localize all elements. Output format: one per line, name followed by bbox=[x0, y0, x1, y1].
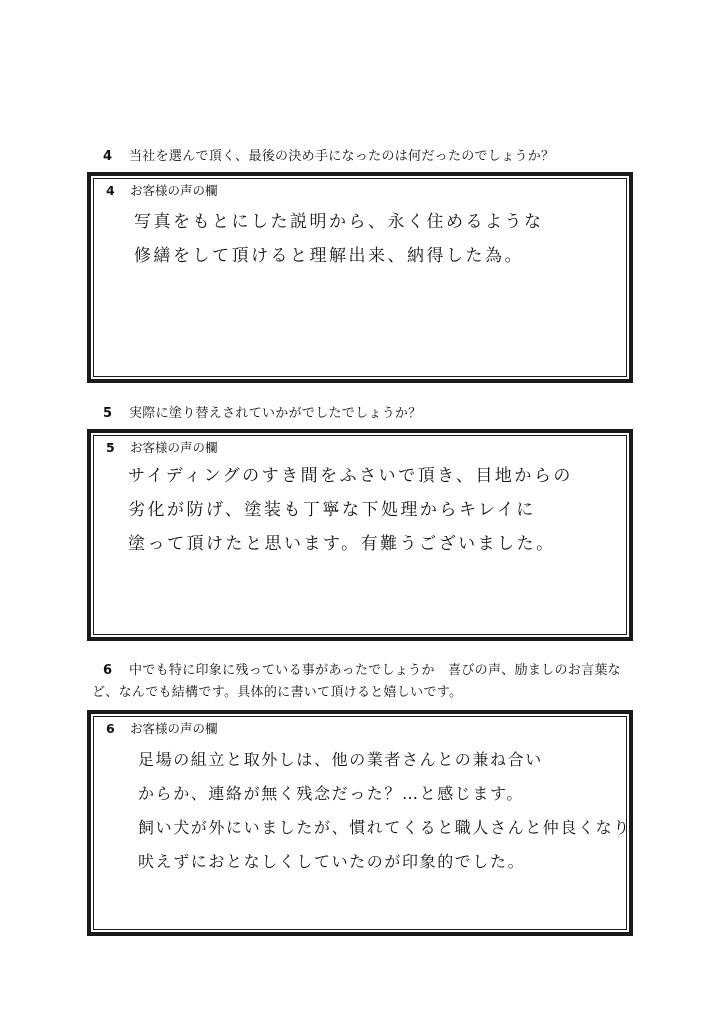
answer-line: 足場の組立と取外しは、他の業者さんとの兼ね合い bbox=[138, 750, 543, 769]
box-label bbox=[106, 182, 218, 200]
answer-line: サイディングのすき間をふさいで頂き、目地からの bbox=[128, 466, 573, 486]
answer-line: からか、連絡が無く残念だった？…と感じます。 bbox=[138, 784, 524, 803]
answer-line: 吠えずにおとなしくしていたのが印象的でした。 bbox=[138, 852, 526, 871]
box-label bbox=[106, 720, 218, 738]
question-text: 実際に塗り替えされていかがでしたでしょうか？ bbox=[129, 406, 422, 421]
question-number: 4 bbox=[103, 149, 113, 164]
box-number: 4 bbox=[106, 183, 115, 198]
answer-line: 修繕をして頂けると理解出来、納得した為。 bbox=[134, 246, 524, 266]
question-4 bbox=[103, 146, 554, 168]
box-label-text: お客様の声の欄 bbox=[130, 721, 218, 736]
box-number: 6 bbox=[106, 721, 115, 736]
answer-box-4 bbox=[87, 172, 633, 383]
question-text: 中でも特に印象に残っている事があったでしょうか 喜びの声、励ましのお言葉な bbox=[129, 663, 621, 678]
handwritten-answer bbox=[128, 459, 573, 561]
box-label bbox=[106, 439, 218, 457]
answer-line: 塗って頂けたと思います。有難うございました。 bbox=[128, 534, 556, 554]
answer-line: 写真をもとにした説明から、永く住めるような bbox=[134, 212, 544, 232]
box-label-text: お客様の声の欄 bbox=[130, 440, 218, 455]
question-number: 5 bbox=[103, 406, 113, 421]
question-line-1 bbox=[92, 660, 652, 682]
answer-box-5 bbox=[87, 429, 633, 641]
question-number: 6 bbox=[103, 663, 113, 678]
answer-line: 劣化が防げ、塗装も丁寧な下処理からキレイに bbox=[128, 500, 536, 520]
box-label-text: お客様の声の欄 bbox=[130, 183, 218, 198]
answer-box-6 bbox=[87, 710, 633, 936]
question-6 bbox=[92, 660, 652, 704]
question-text: 当社を選んで頂く、最後の決め手になったのは何だったのでしょうか？ bbox=[129, 149, 555, 164]
answer-line: 飼い犬が外にいましたが、慣れてくると職人さんと仲良くなり bbox=[138, 818, 631, 837]
box-number: 5 bbox=[106, 440, 115, 455]
question-5 bbox=[103, 403, 422, 425]
question-line-2: ど、なんでも結構です。具体的に書いて頂けると嬉しいです。 bbox=[92, 685, 463, 700]
handwritten-answer bbox=[134, 205, 544, 273]
handwritten-answer bbox=[138, 743, 631, 879]
